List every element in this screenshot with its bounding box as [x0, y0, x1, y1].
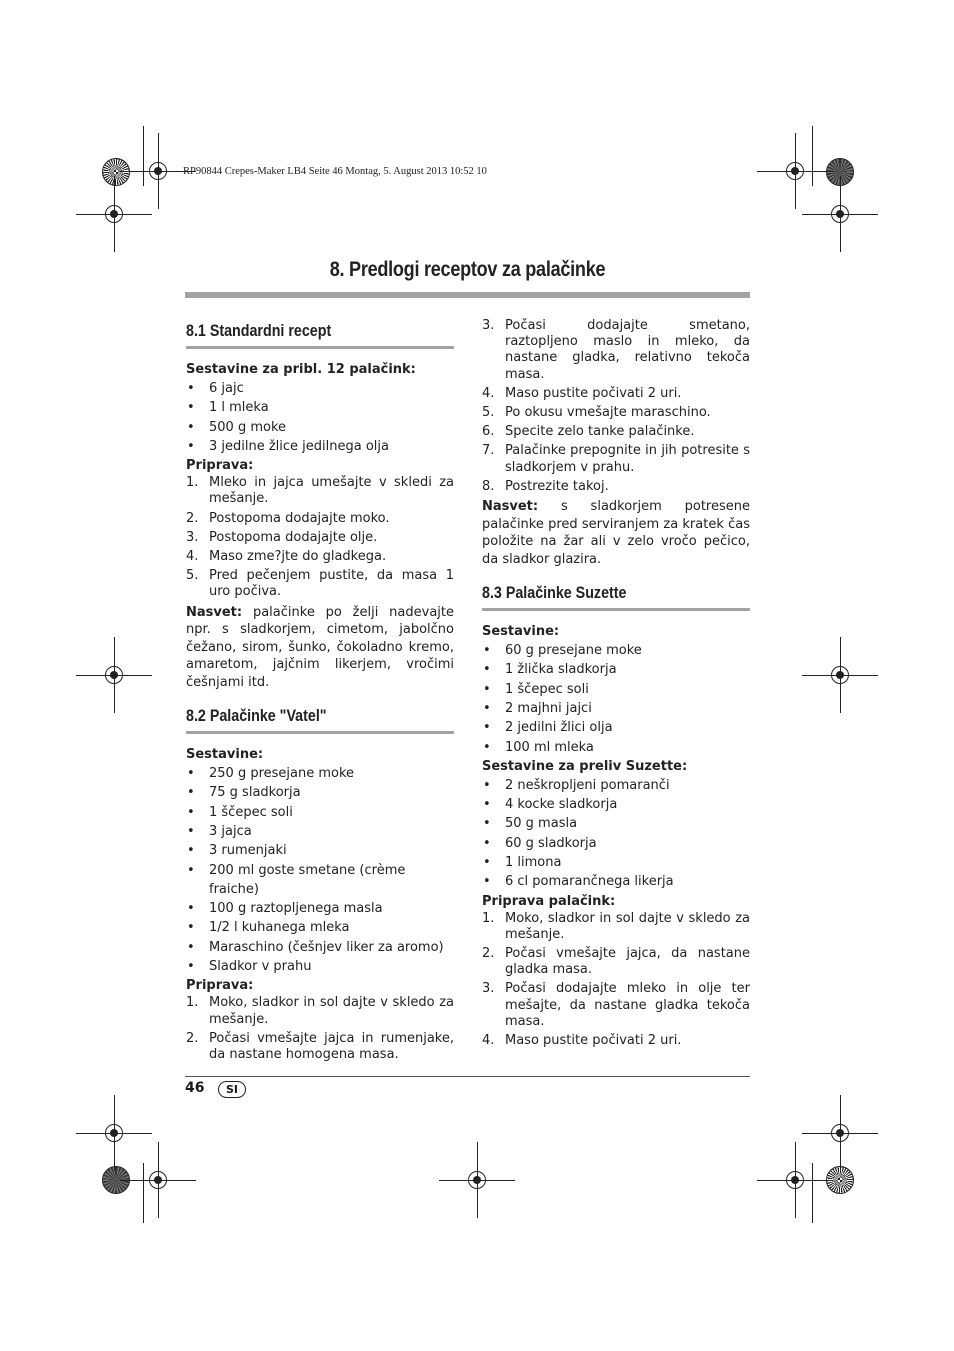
left-column — [186, 318, 454, 1066]
section-divider — [186, 731, 454, 734]
list-item: • 1/2 l kuhanega mleka — [186, 918, 454, 937]
tip-paragraph: Nasvet: palačinke po želji nadevajte npr. s sladkorjem, cimetom, jabolčno čežano, sirom, šunko, čokoladno kremo, amaretom, jajčnim likerjem, vročimi češnjami itd. — [186, 604, 454, 690]
list-item: • 1 l mleka — [186, 398, 454, 417]
list-item: • Maraschino (češnjev liker za aromo) — [186, 938, 454, 957]
list-item: 6. Specite zelo tanke palačinke. — [482, 424, 695, 440]
list-item: • 3 jedilne žlice jedilnega olja — [186, 437, 454, 456]
list-item: • 250 g presejane moke — [186, 764, 454, 783]
list-item: • 100 g raztopljenega masla — [186, 899, 454, 918]
list-item: • 50 g masla — [482, 814, 750, 833]
list-item: 4. Maso zme?jte do gladkega. — [186, 549, 387, 564]
step-list — [186, 475, 454, 600]
page-number: 46 — [185, 1080, 205, 1096]
preparation-heading: Priprava: — [186, 978, 254, 994]
language-badge: SI — [218, 1081, 246, 1098]
ingredient-list — [186, 379, 454, 456]
tip-paragraph: Nasvet: s sladkorjem potresene palačinke pred serviranjem za kratek čas položite na žar ali v zelo vročo pečico, da sladkor glazira. — [482, 499, 750, 567]
list-item: • 1 limona — [482, 853, 750, 872]
list-item: • 6 jajc — [186, 379, 454, 398]
list-item: 2. Počasi vmešajte jajca in rumenjake, da nastane homogena masa. — [186, 1030, 454, 1062]
sauce-heading: Sestavine za preliv Suzette: — [482, 758, 688, 774]
print-slug: RP90844 Crepes-Maker LB4 Seite 46 Montag, 5. August 2013 10:52 10 — [183, 166, 487, 177]
step-list — [482, 911, 750, 1050]
list-item: • Sladkor v prahu — [186, 957, 454, 976]
list-item: • 2 jedilni žlici olja — [482, 718, 750, 737]
section-title-suzette: 8.3 Palačinke Suzette — [482, 583, 627, 603]
list-item: • 100 ml mleka — [482, 738, 750, 757]
list-item: • 2 neškropljeni pomaranči — [482, 776, 750, 795]
section-divider — [482, 608, 750, 611]
list-item: 4. Maso pustite počivati 2 uri. — [482, 385, 682, 401]
list-item: 1. Mleko in jajca umešajte v skledi za mešanje. — [186, 475, 454, 507]
list-item: • 75 g sladkorja — [186, 783, 454, 802]
list-item: • 3 jajca — [186, 822, 454, 841]
list-item: • 6 cl pomarančnega likerja — [482, 872, 750, 891]
sauce-list — [482, 776, 750, 892]
list-item: • 2 majhni jajci — [482, 699, 750, 718]
list-item: 5. Po okusu vmešajte maraschino. — [482, 405, 711, 421]
list-item: • 1 žlička sladkorja — [482, 660, 750, 679]
list-item: 7. Palačinke prepognite in jih potresite s sladkorjem v prahu. — [482, 443, 750, 475]
preparation-heading: Priprava: — [186, 458, 254, 474]
list-item: • 1 ščepec soli — [482, 680, 750, 699]
ingredient-list — [482, 641, 750, 757]
title-divider — [185, 292, 750, 298]
list-item: 8. Postrezite takoj. — [482, 478, 609, 494]
ingredients-heading: Sestavine: — [186, 747, 264, 763]
list-item: 2. Postopoma dodajajte moko. — [186, 510, 390, 526]
list-item: • 60 g sladkorja — [482, 834, 750, 853]
footer-divider — [185, 1076, 750, 1077]
list-item: 4. Maso pustite počivati 2 uri. — [482, 1033, 682, 1049]
ingredient-list — [186, 764, 454, 976]
list-item: • 500 g moke — [186, 418, 454, 437]
section-title-standard: 8.1 Standardni recept — [186, 321, 332, 340]
section-divider — [186, 346, 454, 349]
ingredients-heading: Sestavine: — [482, 624, 560, 640]
list-item: • 200 ml goste smetane (crème fraiche) — [186, 861, 454, 900]
section-title-vatel: 8.2 Palačinke "Vatel" — [186, 706, 327, 726]
ingredients-heading: Sestavine za pribl. 12 palačink: — [186, 362, 416, 377]
list-item: 5. Pred pečenjem pustite, da masa 1 uro počiva. — [186, 568, 454, 600]
list-item: • 60 g presejane moke — [482, 641, 750, 660]
step-list — [482, 318, 750, 495]
list-item: 1. Moko, sladkor in sol dajte v skledo za mešanje. — [186, 995, 454, 1027]
preparation-heading: Priprava palačink: — [482, 893, 616, 909]
page-title: 8. Predlogi receptov za palačinke — [329, 258, 606, 281]
list-item: • 1 ščepec soli — [186, 803, 454, 822]
list-item: 3. Postopoma dodajajte olje. — [186, 529, 378, 545]
step-list — [186, 995, 454, 1063]
list-item: • 4 kocke sladkorja — [482, 795, 750, 814]
list-item: 2. Počasi vmešajte jajca, da nastane gladka masa. — [482, 946, 750, 978]
list-item: 1. Moko, sladkor in sol dajte v skledo za mešanje. — [482, 910, 750, 942]
list-item: 3. Počasi dodajajte smetano, raztopljeno maslo in mleko, da nastane gladka, relativno tekoča masa. — [482, 318, 750, 382]
registration-wheel-icon — [102, 158, 130, 186]
right-column — [482, 318, 750, 1052]
list-item: • 3 rumenjaki — [186, 841, 454, 860]
list-item: 3. Počasi dodajajte mleko in olje ter mešajte, da nastane gladka tekoča masa. — [482, 981, 750, 1029]
